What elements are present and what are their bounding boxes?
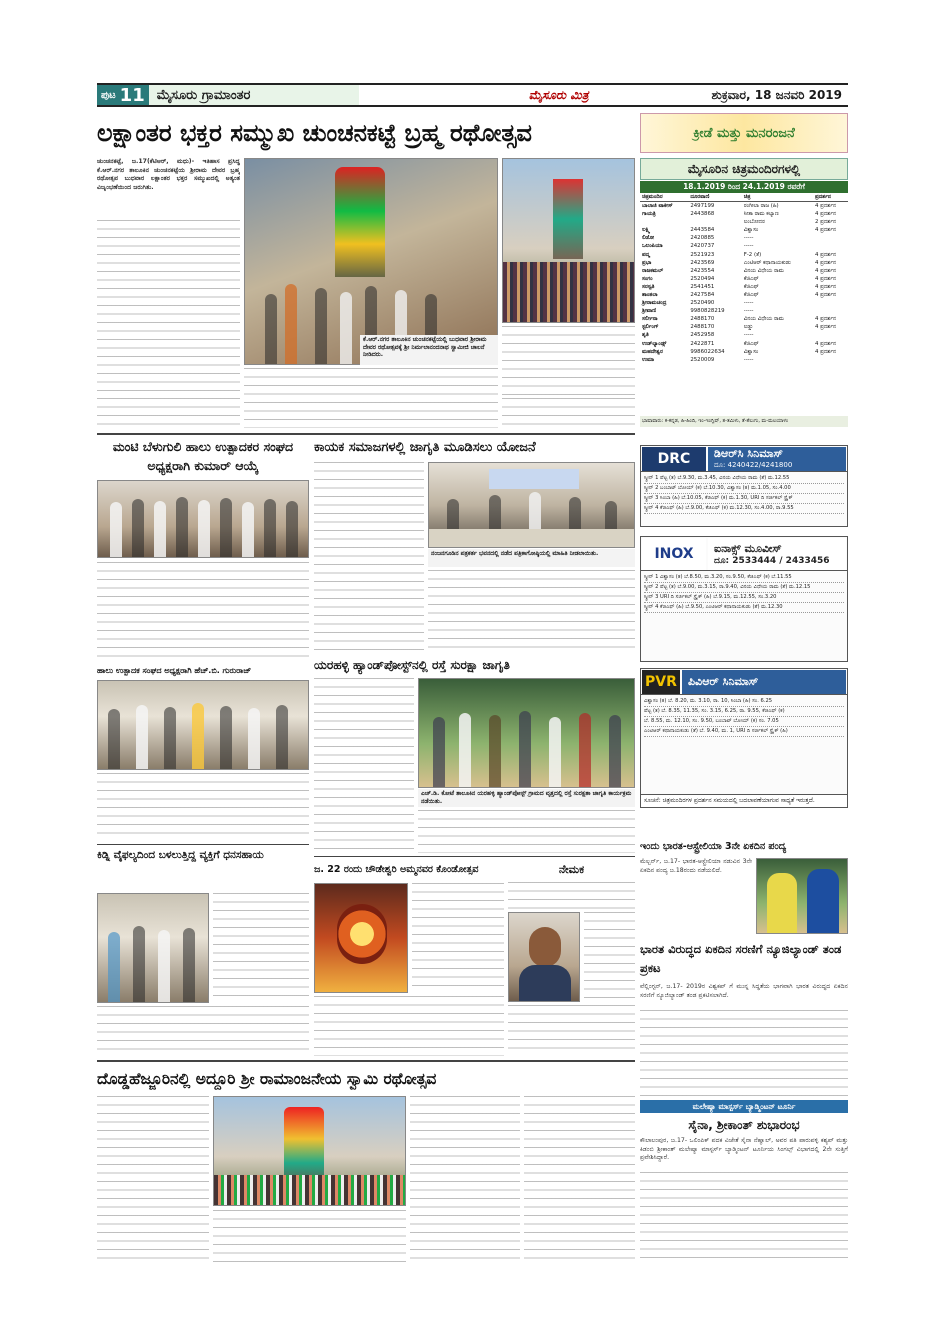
- drc-logo: DRC: [642, 447, 706, 471]
- cinema-shows: 4 ಪ್ರದರ್ಶನ: [814, 251, 837, 258]
- drc-screen-row: ಸ್ಕ್ರೀನ್ 4 ಕೆಜಿಎಫ್ (ಹಿ) ಬೆ.9.00, ಕೆಜಿಎಫ್ (ಕ) ಮ.12.30, ಸಂ.4.00, ರಾ.9.55: [644, 504, 844, 514]
- cinema-shows: 4 ಪ್ರದರ್ಶನ: [814, 340, 837, 347]
- cinema-row: [640, 291, 848, 299]
- cinema-shows: 4 ಪ್ರದರ್ಶನ: [814, 283, 837, 290]
- bottom-photo: [213, 1096, 406, 1206]
- nz-body: [640, 1010, 848, 1096]
- caste-body-left: [314, 462, 424, 652]
- cinema-phone: [688, 218, 741, 226]
- cinema-row: [640, 356, 848, 364]
- badminton-band: ಮಲೇಷ್ಯಾ ಮಾಸ್ಟರ್ಸ್ ಬ್ಯಾಡ್ಮಿಂಟನ್ ಟೂರ್ನಿ: [640, 1100, 848, 1113]
- cinema-film: ಎಂಟಿಆರ್ ಕಥಾನಾಯಕುಡು: [743, 259, 791, 266]
- cinema-col-theatre: ಚಿತ್ರಮಂದಿರ: [640, 193, 688, 202]
- inox-listing: [640, 536, 848, 662]
- cinema-phone: 2420737: [690, 243, 715, 250]
- dairy-body: [97, 562, 309, 662]
- cinema-theatre: ಶೃತಿ: [642, 332, 649, 339]
- cinema-shows: 4 ಪ್ರದರ್ಶನ: [814, 348, 837, 355]
- kidney-body-right: [213, 893, 309, 1003]
- section-name: ಮೈಸೂರು ಗ್ರಾಮಾಂತರ: [149, 85, 359, 105]
- cinema-col-phone: ದೂರವಾಣಿ: [688, 193, 741, 202]
- cinema-row: [640, 218, 848, 226]
- cinema-row: [640, 348, 848, 356]
- cinema-film: ವಿಶ್ವಾಸಂ: [743, 348, 759, 355]
- cinema-shows: 4 ಪ್ರದರ್ಶನ: [814, 267, 837, 274]
- appointment-headline: ನೇಮಕ: [558, 863, 585, 876]
- caste-photo: [428, 462, 635, 548]
- pvr-logo: PVR: [642, 670, 680, 694]
- lead-body-bottom: [244, 368, 498, 428]
- cinema-legend: ಭಾಷಾವಾರು: ಕ-ಕನ್ನಡ, ಹಿ-ಹಿಂದಿ, ಇಂ-ಇಂಗ್ಲಿಷ್, ತ-ತಮಿಳು, ತೆ-ತೆಲುಗು, ಮ-ಮಲಯಾಳಂ: [640, 416, 848, 427]
- cinema-row: [640, 340, 848, 348]
- cinema-row: [640, 210, 848, 218]
- page-label-text: ಪುಟ: [101, 89, 116, 101]
- dairy-photo-2: [97, 680, 309, 770]
- cinema-row: [640, 331, 848, 339]
- lead-headline: ಲಕ್ಷಾಂತರ ಭಕ್ತರ ಸಮ್ಮುಖ ಚುಂಚನಕಟ್ಟೆ ಬ್ರಹ್ಮ ರಥೋತ್ಸವ: [97, 119, 532, 147]
- cinema-shows: [813, 307, 848, 315]
- cinema-shows: 2 ಪ್ರದರ್ಶನ: [814, 219, 837, 226]
- cinema-theatre: [640, 218, 688, 226]
- cinema-phone: 2423569: [690, 259, 715, 266]
- cinema-phone: 2520490: [690, 300, 715, 307]
- cinema-film: -----: [743, 308, 754, 315]
- badminton-headline: ಸೈನಾ, ಶ್ರೀಕಾಂತ್ ಶುಭಾರಂಭ: [688, 1118, 800, 1132]
- drc-screen-row: ಸ್ಕ್ರೀನ್ 2 ಬಂಬಾಟ್ ಬೋಯ್ (ಕ) ಬೆ.10.30, ವಿಶ್ವಾಸಂ (ತ) ಮ.1.05, ಸಂ.4.00: [644, 484, 844, 494]
- cinema-phone: 2443584: [690, 227, 715, 234]
- pvr-title: ಪಿವಿಆರ್ ಸಿನಿಮಾಸ್: [682, 670, 846, 694]
- cinema-film: -----: [743, 332, 754, 339]
- nz-headline: ಭಾರತ ವಿರುದ್ಧದ ಏಕದಿನ ಸರಣಿಗೆ ನ್ಯೂಜಿಲ್ಯಾಂಡ್ ತಂಡ ಪ್ರಕಟ: [640, 942, 842, 975]
- cinema-film: ವಿಶ್ವಾಸಂ: [743, 227, 759, 234]
- cinema-row: [640, 283, 848, 291]
- inox-screen-row: ಸ್ಕ್ರೀನ್ 1 ವಿಶ್ವಾಸಂ (ತ) ಬೆ.8.50, ಮ.3.20, ಸಂ.9.50, ಕೆಜಿಎಫ್ (ಕ) ಬೆ.11.55: [644, 573, 844, 583]
- cinema-theatre: ಉಡ್‌ಲ್ಯಾಂಡ್ಸ್: [642, 340, 667, 347]
- cinema-theatre: ಶ್ರೀವಾಣಿ: [642, 308, 656, 315]
- nz-text: ವೆಲ್ಲಿಂಗ್ಟನ್, ಜ.17- 2019ರ ವಿಶ್ವಕಪ್ ಗೆ ಮುನ್ನ ಸಿದ್ಧತೆಯ ಭಾಗವಾಗಿ ಭಾರತ ವಿರುದ್ಧದ ಏಕದಿನ ಸರಣಿಗೆ ನ್ಯೂಜಿಲ್ಯಾಂಡ್ ತಂಡ ಪ್ರಕಟಿಸಲಾಗಿದೆ.: [640, 983, 848, 999]
- road-photo: [418, 678, 635, 788]
- cinema-shows: 4 ಪ್ರದರ್ಶನ: [814, 211, 837, 218]
- appointment-photo: [508, 912, 580, 1002]
- pvr-note: ಸೂಚನೆ: ಚಿತ್ರಮಂದಿರಗಳ ಪ್ರದರ್ಶನ ಸಮಯದಲ್ಲಿ ಬದಲಾವಣೆಯಾಗುವ ಸಾಧ್ಯತೆ ಇರುತ್ತದೆ.: [640, 795, 848, 808]
- sports-banner: ಕ್ರೀಡೆ ಮತ್ತು ಮನರಂಜನೆ: [640, 113, 848, 153]
- cinema-film: ಲಂಬೋದರ: [743, 219, 765, 226]
- cinema-theatre: ಮಹದೇಶ್ವರ: [642, 348, 663, 355]
- cinema-phone: 2452958: [690, 332, 715, 339]
- cinema-phone: 2520494: [690, 275, 715, 282]
- crowd-photo: [502, 158, 635, 323]
- lead-body-left: [97, 220, 240, 395]
- cinema-theatre: ಶ್ರೀರಾಮಚಂದ್ರ: [642, 300, 667, 307]
- pvr-screen-row: ಪೆಟ್ಟ (ತ) ಬೆ. 8.35, 11.35, ಸಂ. 3.15, 6.25, ರಾ. 9.55, ಕೆಜಿಎಫ್ (ಕ): [644, 707, 844, 717]
- cinema-film: -----: [743, 300, 754, 307]
- cinema-table-header: [640, 193, 848, 202]
- road-photo-caption: ಎಚ್.ಡಿ. ಕೋಟೆ ತಾಲೂಕಿನ ಯರಹಳ್ಳಿ ಹ್ಯಾಂಡ್‌ಪೋಸ್ಟ್ ಗ್ರಾಮದ ವೃತ್ತದಲ್ಲಿ ರಸ್ತೆ ಸುರಕ್ಷತಾ ಜಾಗೃತಿ ಕಾರ್ಯಕ್ರಮ ನಡೆಯಿತು.: [418, 789, 635, 807]
- cinema-phone: 2521923: [690, 251, 715, 258]
- cricket-headline: ಇಂದು ಭಾರತ-ಆಸ್ಟ್ರೇಲಿಯಾ 3ನೇ ಏಕದಿನ ಪಂದ್ಯ: [640, 841, 787, 852]
- cinema-phone: 2443868: [690, 211, 715, 218]
- road-headline: ಯರಹಳ್ಳಿ ಹ್ಯಾಂಡ್‌ಪೋಸ್ಟ್‌ನಲ್ಲಿ ರಸ್ತೆ ಸುರಕ್ಷಾ ಜಾಗೃತಿ: [314, 658, 510, 672]
- caste-photo-caption: ನಂಜನಗೂಡಿನ ಪತ್ರಕರ್ತ ಭವನದಲ್ಲಿ ನಡೆದ ಪತ್ರಿಕಾಗೋಷ್ಠಿಯಲ್ಲಿ ಮಾಹಿತಿ ನೀಡಲಾಯಿತು.: [428, 549, 635, 567]
- cinema-theatre: ಪ್ರಭಾ: [642, 259, 652, 266]
- cinema-table: [640, 193, 848, 364]
- cinema-phone: 2541451: [690, 283, 715, 290]
- cinema-theatre: ಸರ್ಲೀನಾ: [642, 316, 658, 323]
- cinema-row: [640, 315, 848, 323]
- pvr-screen-row: ವಿಶ್ವಾಸಂ (ತ) ಬೆ. 8.20, ಮ. 3.10, ರಾ. 10, ಸಿಂಬಾ (ಹಿ) ಸಂ. 6.25: [644, 697, 844, 707]
- paper-name: ಮೈಸೂರು ಮಿತ್ರ: [528, 87, 589, 102]
- appointment-body-right: [584, 912, 635, 1002]
- caste-headline: ಕಾಯಕ ಸಮಾಜಗಳಲ್ಲಿ ಜಾಗೃತಿ ಮೂಡಿಸಲು ಯೋಜನೆ: [314, 440, 536, 455]
- cinema-shows: [813, 242, 848, 250]
- inox-title: [708, 538, 846, 570]
- temple-body-right: [412, 883, 504, 993]
- cinema-phone: 9986022634: [690, 348, 725, 355]
- cinema-shows: 4 ಪ್ರದರ್ಶನ: [814, 203, 837, 209]
- lead-photo-caption: ಕೆ.ಆರ್.ನಗರ ತಾಲೂಕಿನ ಚುಂಚನಕಟ್ಟೆಯಲ್ಲಿ ಬುಧವಾರ ಶ್ರೀರಾಮ ದೇವರ ರಥೋತ್ಸವಕ್ಕೆ ಶ್ರೀ ನಿರ್ಮಲಾನಂದನಾಥ ಸ್ವಾಮೀಜಿ ಚಾಲನೆ ನೀಡಿದರು.: [360, 335, 498, 365]
- cinema-film: ಕೆಜಿಎಫ್: [743, 283, 759, 290]
- cinema-theatre: ಒಲಂಪಿಯಾ: [642, 243, 663, 250]
- cinema-theatre: ಶಾಂತಲಾ: [642, 291, 658, 298]
- inox-logo: INOX: [642, 538, 706, 570]
- cinema-phone: 2520009: [690, 356, 715, 363]
- cinema-film: ವಿನಯ ವಿಧೇಯ ರಾಮ: [743, 316, 784, 323]
- page-label: [97, 85, 149, 105]
- cinema-theatre: ಸಂಗಂ: [642, 275, 653, 282]
- bottom-body-2: [213, 1210, 406, 1264]
- cinema-row: [640, 234, 848, 242]
- cinema-row: [640, 226, 848, 234]
- issue-date: ಶುಕ್ರವಾರ, 18 ಜನವರಿ 2019: [711, 87, 842, 102]
- cinema-shows: [813, 331, 848, 339]
- inox-screen-row: ಸ್ಕ್ರೀನ್ 3 URI ದಿ ಸರ್ಜಿಕಲ್ ಸ್ಟ್ರೈಕ್ (ಹಿ) ಬೆ.9.15, ಮ.12.55, ಸಂ.3.20: [644, 593, 844, 603]
- cinema-date-range: 18.1.2019 ರಿಂದ 24.1.2019 ರವರೆಗೆ: [640, 181, 848, 193]
- cinema-row: [640, 323, 848, 331]
- dairy-body-2: [97, 773, 309, 841]
- cinema-theatre: ಲಕ್ಷ್ಮಿ: [642, 227, 651, 234]
- badminton-text: ಕೌಲಾಲಂಪುರ, ಜ.17- ಒಲಿಂಪಿಕ್ ಪದಕ ವಿಜೇತೆ ಸೈನಾ ನೆಹ್ವಾಲ್, ಅವರ ಪತಿ ಪಾರುಪಳ್ಳಿ ಕಶ್ಯಪ್ ಮತ್ತು ಕಿಡಂಬಿ ಶ್ರೀಕಾಂತ್ ಮಲೇಷ್ಯಾ ಮಾಸ್ಟರ್ಸ್ ಬ್ಯಾಡ್ಮಿಂಟನ್ ಟೂರ್ನಿಯ ಸಿಂಗಲ್ಸ್ ವಿಭಾಗದಲ್ಲಿ 2ನೇ ಸುತ್ತಿಗೆ ಪ್ರವೇಶಿಸಿದ್ದಾರೆ.: [640, 1137, 848, 1161]
- cinema-phone: 2497199: [690, 203, 715, 209]
- lead-body-bottom-left: [97, 398, 240, 428]
- cinema-film: -----: [743, 356, 754, 363]
- lead-body-right: [502, 326, 635, 396]
- cinema-film: -----: [743, 235, 754, 242]
- page-number: 11: [119, 84, 145, 106]
- road-body-left: [314, 678, 414, 853]
- cinema-row: [640, 299, 848, 307]
- cinema-theatre: ಲಿಡೋ: [642, 235, 655, 242]
- cinema-theatre: ಸ್ಟರ್ಲಿಂಗ್: [642, 324, 659, 331]
- cinema-film: -----: [743, 243, 754, 250]
- cinema-theatre: ಬಾಲಾಜಿ ಟಾಕೀಸ್: [642, 203, 673, 209]
- cinema-film: ಲಡ್ಡು: [743, 324, 754, 331]
- drc-phone: ದೂ: 4240422/4241800: [714, 461, 793, 469]
- cinema-phone: 2423554: [690, 267, 715, 274]
- cinema-row: [640, 267, 848, 275]
- cinema-row: [640, 202, 848, 211]
- drc-title: [708, 447, 846, 471]
- cinema-film: ವಿನಯ ವಿಧೇಯ ರಾಮ: [743, 267, 784, 274]
- cinema-shows: [813, 234, 848, 242]
- cinema-phone: 9980828219: [690, 308, 725, 315]
- temple-body-bottom: [314, 996, 504, 1056]
- road-body-right: [418, 810, 635, 853]
- kidney-headline: ಕಿಡ್ನಿ ವೈಫಲ್ಯದಿಂದ ಬಳಲುತ್ತಿದ್ದ ವ್ಯಕ್ತಿಗೆ ಧನಸಹಾಯ: [97, 849, 264, 861]
- drc-title-text: ಡಿಆರ್‌ಸಿ ಸಿನಿಮಾಸ್: [714, 447, 783, 460]
- lead-intro: ಚುಂಚನಕಟ್ಟೆ, ಜ.17(ಕೆಟಿಆರ್, ಮಧು)- ಇತಿಹಾಸ ಪ್ರಸಿದ್ಧ ಕೆ.ಆರ್.ನಗರ ತಾಲೂಕಿನ ಚುಂಚನಕಟ್ಟೆಯ ಶ್ರೀರಾಮ ದೇವರ ಬ್ರಹ್ಮ ರಥೋತ್ಸವ ಬುಧವಾರ ಲಕ್ಷಾಂತರ ಭಕ್ತರ ಸಮ್ಮುಖದಲ್ಲಿ ಅತ್ಯಂತ ವಿಜೃಂಭಣೆಯಿಂದ ಜರುಗಿತು.: [97, 158, 240, 191]
- drc-listing: [640, 445, 848, 527]
- cinema-film: ಸೀತಾ ರಾಮ ಕಲ್ಯಾಣ: [743, 211, 779, 218]
- cinema-film: F-2 (ತೆ): [743, 251, 762, 258]
- cinema-shows: 4 ಪ್ರದರ್ಶನ: [814, 259, 837, 266]
- appointment-intro: [508, 882, 635, 910]
- cricket-photo: [756, 858, 848, 934]
- drc-screen-row: ಸ್ಕ್ರೀನ್ 3 ಸಿಂಬಾ (ಹಿ) ಬೆ.10.05, ಕೆಜಿಎಫ್ (ಕ) ಮ.1.30, URI ದಿ ಸರ್ಜಿಕಲ್ ಸ್ಟ್ರೈಕ್: [644, 494, 844, 504]
- lead-body-bottom-right: [502, 398, 635, 428]
- cinema-film: ರಂಗೀಲಾ ರಾಜ (ಹಿ): [743, 203, 779, 209]
- bottom-body-4: [524, 1096, 635, 1264]
- pvr-listing: [640, 668, 848, 795]
- kidney-body-bottom: [97, 1006, 309, 1056]
- cinema-film: ಕೆಜಿಎಫ್: [743, 275, 759, 282]
- inox-title-text: ಐನಾಕ್ಸ್ ಮೂವೀಸ್: [714, 541, 782, 555]
- cinema-theatre: ಸರಸ್ವತಿ: [642, 283, 655, 290]
- cinema-theatre: ಗಾಯತ್ರಿ: [642, 211, 656, 218]
- cinema-shows: 4 ಪ್ರದರ್ಶನ: [814, 324, 837, 331]
- dairy-subheadline: ಹಾಲು ಉತ್ಪಾದಕ ಸಂಘದ ಅಧ್ಯಕ್ಷರಾಗಿ ಹೆಚ್.ಬಿ. ಗುರುರಾಜ್: [97, 666, 252, 675]
- cinema-film: ಕೆಜಿಎಫ್: [743, 340, 759, 347]
- cinema-row: [640, 307, 848, 315]
- cinema-theatre: ಉಮಾ: [642, 356, 655, 363]
- page-masthead: [97, 83, 848, 107]
- inox-screen-row: ಸ್ಕ್ರೀನ್ 4 ಕೆಜಿಎಫ್ (ಹಿ) ಬೆ.9.50, ಎಂಟಿಆರ್ ಕಥಾನಾಯಕುಡು (ತೆ) ಮ.12.30: [644, 603, 844, 613]
- cinema-shows: [813, 299, 848, 307]
- pvr-screen-row: ಬೆ. 8.55, ಮ. 12.10, ಸಂ. 9.50, ಬಂಬಾಟ್ ಬೋಯ್ (ಕ) ಸಂ. 7.05: [644, 717, 844, 727]
- cinema-col-film: ಚಿತ್ರ: [742, 193, 813, 202]
- badminton-body: [640, 1172, 848, 1264]
- dairy-headline: ಮಂಟಿ ಬೆಳುಗುಲಿ ಹಾಲು ಉತ್ಪಾದಕರ ಸಂಘದ ಅಧ್ಯಕ್ಷರಾಗಿ ಕುಮಾರ್ ಆಯ್ಕೆ: [112, 439, 294, 473]
- cinema-row: [640, 250, 848, 258]
- cinema-theatre: ರಾಜಕಮಲ್: [642, 267, 664, 274]
- dairy-photo: [97, 480, 309, 558]
- cinema-shows: 4 ಪ್ರದರ್ಶನ: [814, 275, 837, 282]
- cinema-phone: 2427584: [690, 291, 715, 298]
- cinema-phone: 2420885: [690, 235, 715, 242]
- appointment-body-bottom: [508, 1005, 635, 1056]
- inox-screen-row: ಸ್ಕ್ರೀನ್ 2 ಪೆಟ್ಟ (ತ) ಬೆ.9.00, ಮ.3.15, ರಾ.9.40, ವಿನಯ ವಿಧೇಯ ರಾಮ (ತೆ) ಮ.12.15: [644, 583, 844, 593]
- pvr-screen-row: ಎಂಟಿಆರ್ ಕಥಾನಾಯಕುಡು (ತೆ) ಬೆ. 9.40, ಮ. 1, URI ದಿ ಸರ್ಜಿಕಲ್ ಸ್ಟ್ರೈಕ್ (ಹಿ): [644, 727, 844, 737]
- cinema-row: [640, 259, 848, 267]
- cinema-row: [640, 242, 848, 250]
- bottom-body-3: [410, 1096, 520, 1264]
- cinema-shows: 4 ಪ್ರದರ್ಶನ: [814, 227, 837, 234]
- temple-headline: ಜ. 22 ರಂದು ಚೌಡೇಶ್ವರಿ ಅಮ್ಮನವರ ಕೊಂಡೋತ್ಸವ: [314, 864, 479, 875]
- drc-screen-row: ಸ್ಕ್ರೀನ್ 1 ಪೆಟ್ಟ (ತ) ಬೆ.9.30, ಮ.3.45, ವಿನಯ ವಿಧೇಯ ರಾಮ (ತೆ) ಮ.12.55: [644, 474, 844, 484]
- cinema-row: [640, 275, 848, 283]
- lead-photo: [244, 158, 498, 365]
- inox-phone: ದೂ: 2533444 / 2433456: [714, 555, 830, 566]
- cinema-theatre: ಪದ್ಮ: [642, 251, 650, 258]
- cinema-col-shows: ಪ್ರದರ್ಶನ: [813, 193, 848, 202]
- kidney-photo: [97, 893, 209, 1003]
- bottom-headline: ದೊಡ್ಡಹೆಜ್ಜೂರಿನಲ್ಲಿ ಅದ್ದೂರಿ ಶ್ರೀ ರಾಮಾಂಜನೇಯ ಸ್ವಾಮಿ ರಥೋತ್ಸವ: [97, 1070, 437, 1088]
- temple-photo: [314, 883, 408, 993]
- cinema-phone: 2488170: [690, 324, 715, 331]
- cinema-phone: 2422871: [690, 340, 715, 347]
- caste-body-right: [428, 570, 635, 652]
- cinema-shows: [813, 356, 848, 364]
- cinema-shows: 4 ಪ್ರದರ್ಶನ: [814, 316, 837, 323]
- cinema-heading: ಮೈಸೂರಿನ ಚಿತ್ರಮಂದಿರಗಳಲ್ಲಿ: [640, 158, 848, 180]
- bottom-body-1: [97, 1096, 209, 1264]
- cinema-film: ಕೆಜಿಎಫ್: [743, 291, 759, 298]
- cricket-text: ಮೆಲ್ಬರ್ನ್, ಜ.17- ಭಾರತ-ಆಸ್ಟ್ರೇಲಿಯಾ ನಡುವಿನ 3ನೇ ಏಕದಿನ ಪಂದ್ಯ ಜ.18ರಂದು ನಡೆಯಲಿದೆ.: [640, 858, 752, 874]
- cinema-phone: 2488170: [690, 316, 715, 323]
- cinema-shows: 4 ಪ್ರದರ್ಶನ: [814, 291, 837, 298]
